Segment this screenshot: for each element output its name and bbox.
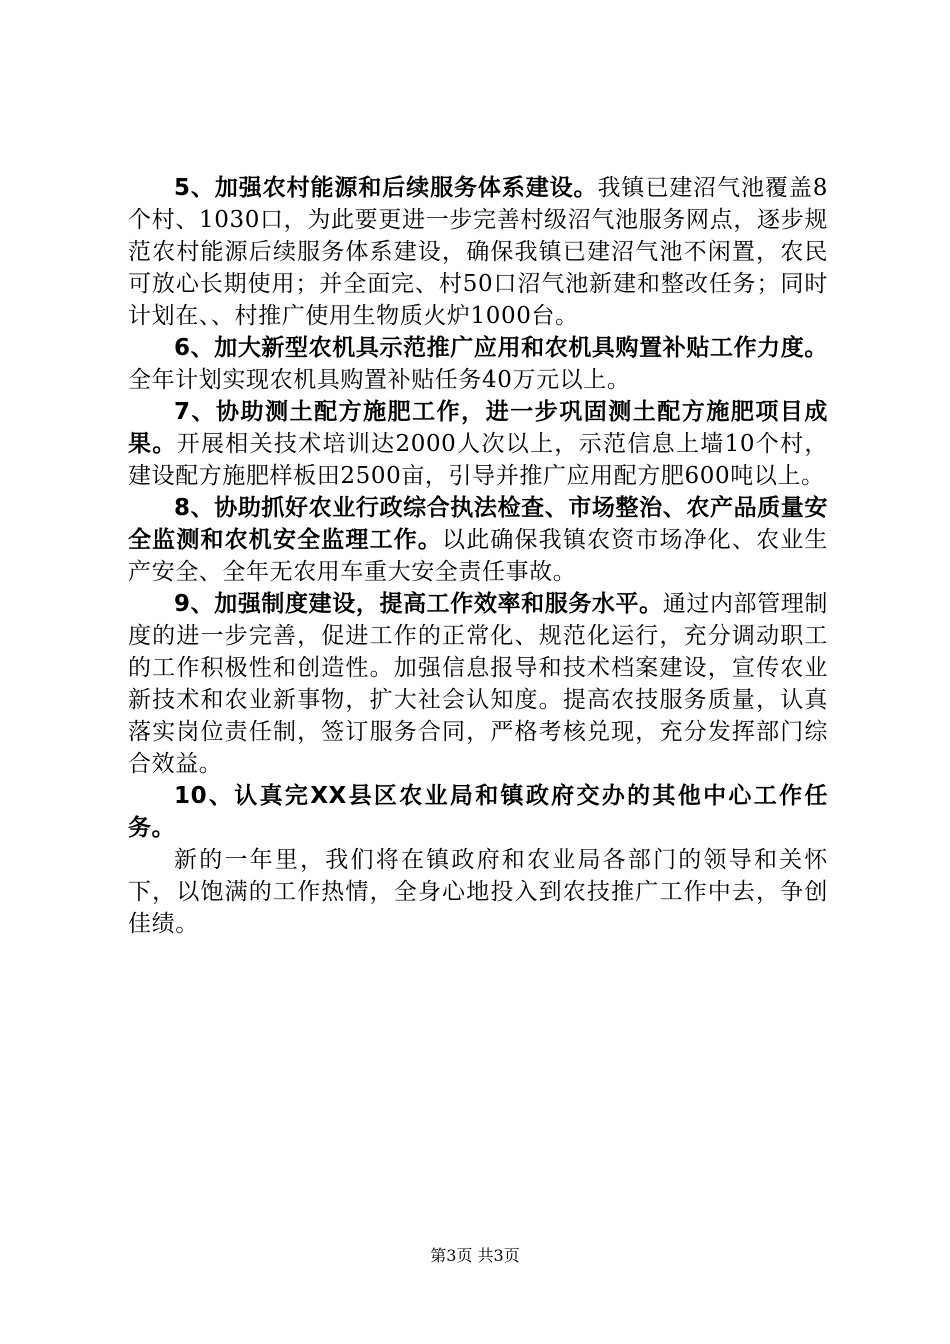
paragraph-heading: 8、协助抓好农业行政综合执法检查、市场整治、农产品质量安全监测和农机安全监理工作。: [128, 495, 828, 553]
paragraph-text: 开展相关技术培训达2000人次以上，示范信息上墙10个村，建设配方施肥样板田2500亩，引导并推广应用配方肥600吨以上。: [128, 431, 829, 489]
document-body: [128, 172, 828, 940]
paragraph-item-6: [128, 332, 828, 396]
paragraph-item-7: [128, 396, 828, 492]
paragraph-heading: 6、加大新型农机具示范推广应用和农机具购置补贴工作力度。: [174, 335, 828, 361]
paragraph-text: 通过内部管理制度的进一步完善，促进工作的正常化、规范化运行，充分调动职工的工作积极性和创造性。加强信息报导和技术档案建设，宣传农业新技术和农业新事物，扩大社会认知度。提高农技服务质量，认真落实岗位责任制，签订服务合同，严格考核兑现，充分发挥部门综合效益。: [128, 591, 828, 777]
paragraph-item-10: [128, 780, 828, 844]
paragraph-heading: 5、加强农村能源和后续服务体系建设。: [174, 175, 598, 201]
paragraph-heading: 9、加强制度建设，提高工作效率和服务水平。: [174, 591, 663, 617]
paragraph-text: 我镇已建沼气池覆盖8个村、1030口，为此要更进一步完善村级沼气池服务网点，逐步规范农村能源后续服务体系建设，确保我镇已建沼气池不闲置，农民可放心长期使用；并全面完、村50口沼气池新建和整改任务；同时计划在、、村推广使用生物质火炉1000台。: [128, 175, 828, 329]
paragraph-text: 新的一年里，我们将在镇政府和农业局各部门的领导和关怀下，以饱满的工作热情，全身心地投入到农技推广工作中去，争创佳绩。: [128, 847, 828, 937]
paragraph-heading: 7、协助测土配方施肥工作，进一步巩固测土配方施肥项目成果。: [128, 399, 828, 457]
paragraph-item-8: [128, 492, 828, 588]
paragraph-text: 以此确保我镇农资市场净化、农业生产安全、全年无农用车重大安全责任事故。: [128, 527, 828, 585]
paragraph-heading: 10、认真完XX县区农业局和镇政府交办的其他中心工作任务。: [128, 783, 828, 841]
paragraph-text: 全年计划实现农机具购置补贴任务40万元以上。: [128, 367, 631, 393]
page-footer: 第3页 共3页: [430, 1246, 520, 1265]
closing-paragraph: [128, 844, 828, 940]
paragraph-item-9: [128, 588, 828, 780]
paragraph-item-5: [128, 172, 828, 332]
